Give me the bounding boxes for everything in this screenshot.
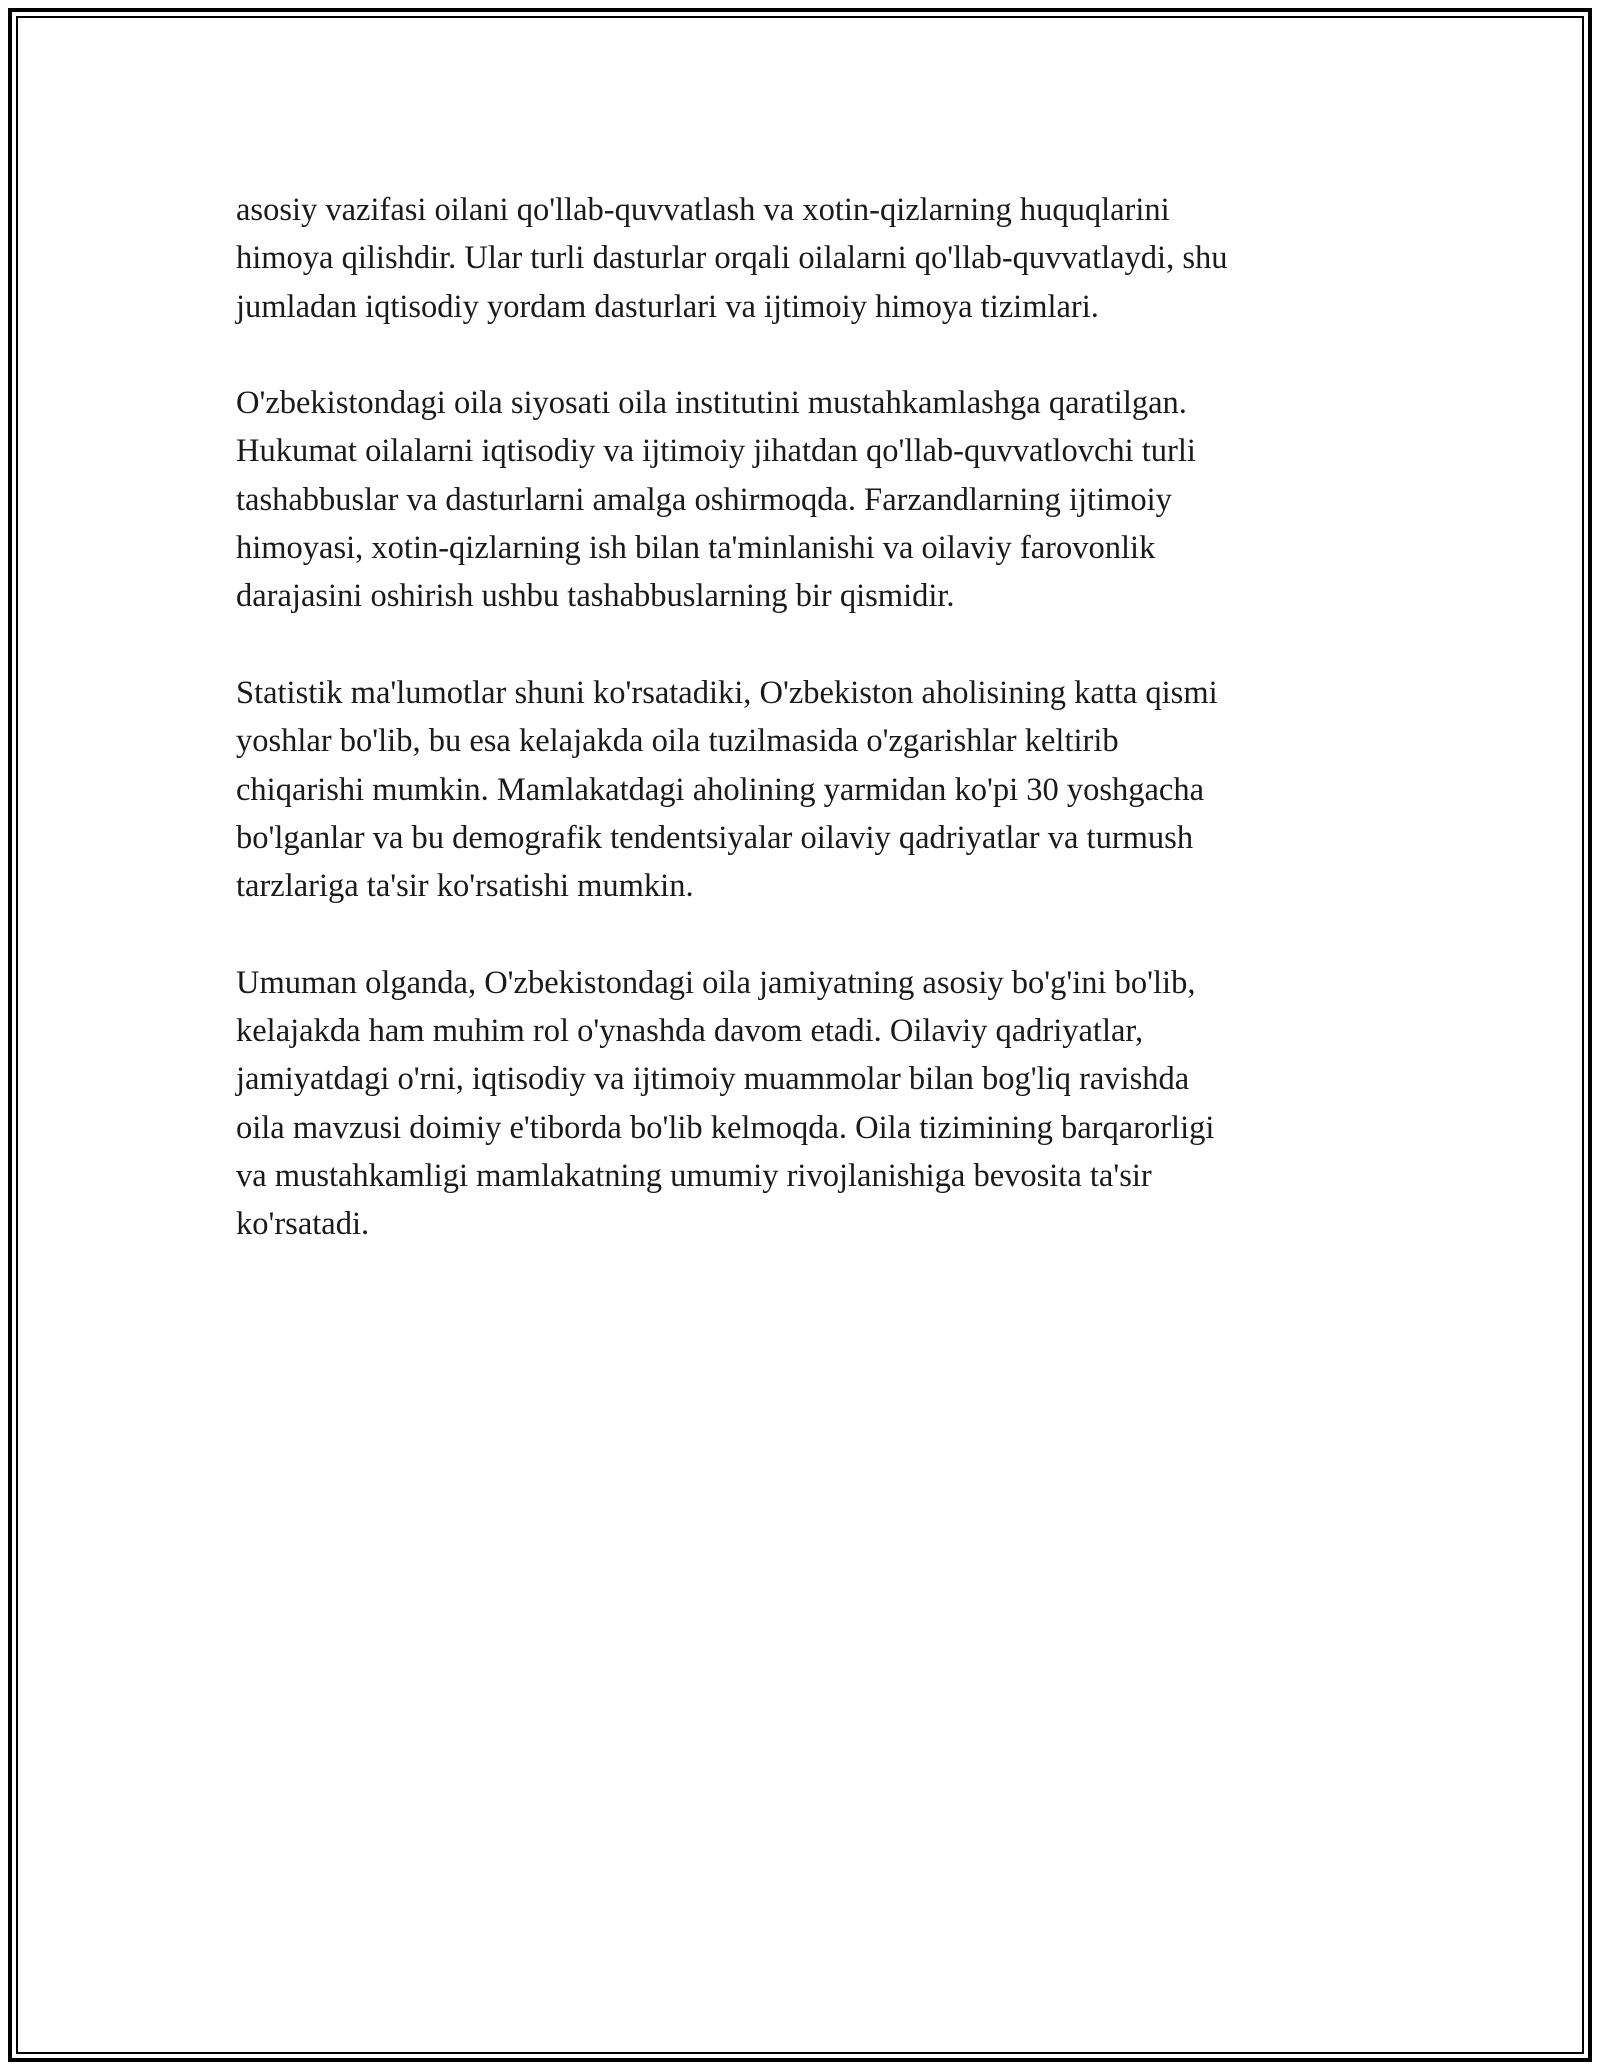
paragraph-1: asosiy vazifasi oilani qo'llab-quvvatlash va xotin-qizlarning huquqlarini himoya qilishdir. Ular turli dasturlar orqali oilalarni qo'llab-quvvatlaydi, shu jumladan iqtisodiy yordam dasturlari va ijtimoiy himoya tizimlari. (236, 192, 1228, 325)
paragraph-2: O'zbekistondagi oila siyosati oila institutini mustahkamlashga qaratilgan. Hukumat oilalarni iqtisodiy va ijtimoiy jihatdan qo'llab-quvvatlovchi turli tashabbuslar va dasturlarni amalga oshirmoqda. Farzandlarning ijtimoiy himoyasi, xotin-qizlarning ish bilan ta'minlanishi va oilaviy farovonlik darajasini oshirish ushbu tashabbuslarning bir qismidir. (236, 385, 1196, 615)
document-body (236, 186, 1366, 1297)
paragraph-4: Umuman olganda, O'zbekistondagi oila jamiyatning asosiy bo'g'ini bo'lib, kelajakda ham muhim rol o'ynashda davom etadi. Oilaviy qadriyatlar, jamiyatdagi o'rni, iqtisodiy va ijtimoiy muammolar bilan bog'liq ravishda oila mavzusi doimiy e'tiborda bo'lib kelmoqda. Oila tizimining barqarorligi va mustahkamligi mamlakatning umumiy rivojlanishiga bevosita ta'sir ko'rsatadi. (236, 964, 1215, 1243)
paragraph-3: Statistik ma'lumotlar shuni ko'rsatadiki, O'zbekiston aholisining katta qismi yoshlar bo'lib, bu esa kelajakda oila tuzilmasida o'zgarishlar keltirib chiqarishi mumkin. Mamlakatdagi aholining yarmidan ko'pi 30 yoshgacha bo'lganlar va bu demografik tendentsiyalar oilaviy qadriyatlar va turmush tarzlariga ta'sir ko'rsatishi mumkin. (236, 674, 1218, 905)
